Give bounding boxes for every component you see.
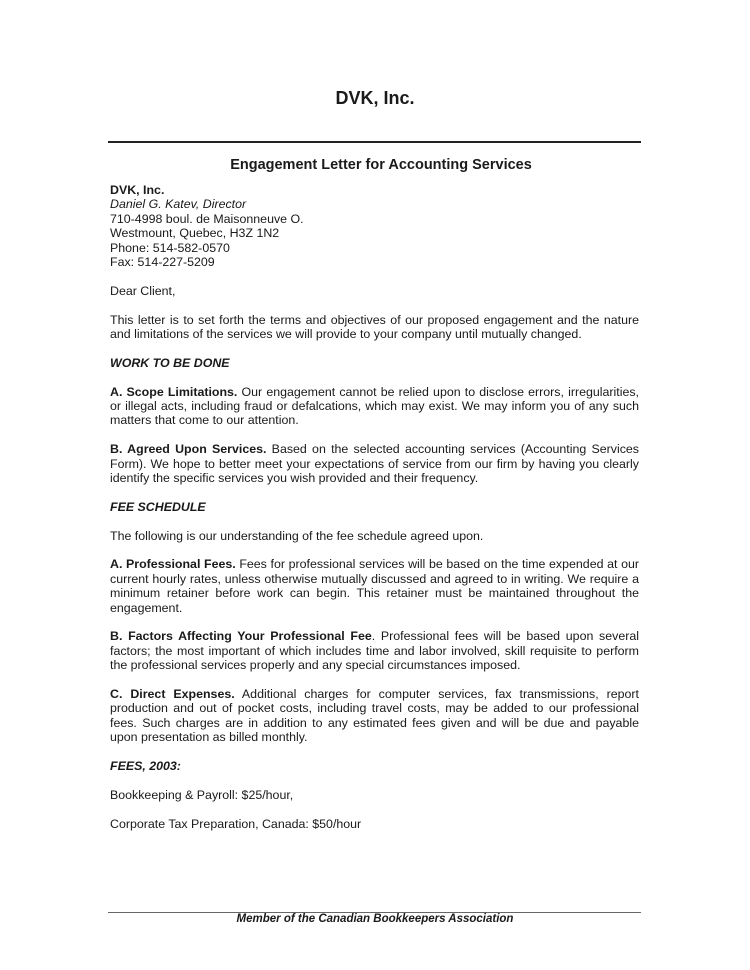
fee-intro: The following is our understanding of the fee schedule agreed upon. xyxy=(110,528,484,543)
sender-company: DVK, Inc. xyxy=(110,183,165,197)
paragraph-label: A. Scope Limitations. xyxy=(110,384,238,399)
paragraph-label: B. Agreed Upon Services. xyxy=(110,442,267,457)
sender-fax: Fax: 514-227-5209 xyxy=(110,255,215,270)
scope-limitations-paragraph: A. Scope Limitations. Our engagement cannot be relied upon to disclose errors, irregularities, or illegal acts, including fraud or defalcations, which may exist. We may inform you of any such matters that come to our attention. xyxy=(110,384,639,428)
rate-bookkeeping: Bookkeeping & Payroll: $25/hour, xyxy=(110,787,294,802)
salutation: Dear Client, xyxy=(110,283,176,298)
agreed-services-paragraph: B. Agreed Upon Services. Based on the selected accounting services (Accounting Services Form). We hope to better meet your expectations of service from our firm by having you clearly identify the specific services you wish provided and their frequency. xyxy=(110,442,639,486)
company-title: DVK, Inc. xyxy=(335,88,415,108)
direct-expenses-paragraph: C. Direct Expenses. Additional charges for computer services, fax transmissions, report production and out of pocket costs, including travel costs, may be added to our professional fees. Such charges are in addition to any estimated fees given and will be due and payable upon presentation as billed monthly. xyxy=(110,687,639,745)
paragraph-label: A. Professional Fees. xyxy=(110,557,236,572)
sender-person: Daniel G. Katev, Director xyxy=(110,197,247,212)
sender-phone: Phone: 514-582-0570 xyxy=(110,240,230,255)
sender-street: 710-4998 boul. de Maisonneuve O. xyxy=(110,211,304,226)
fees-2003-heading: FEES, 2003: xyxy=(110,759,181,774)
sender-city: Westmount, Quebec, H3Z 1N2 xyxy=(110,226,280,241)
footer-text: Member of the Canadian Bookkeepers Association xyxy=(236,913,514,925)
paragraph-label: C. Direct Expenses. xyxy=(110,687,235,702)
fee-schedule-heading: FEE SCHEDULE xyxy=(110,499,206,514)
header-divider xyxy=(108,141,641,143)
letter-title: Engagement Letter for Accounting Services xyxy=(230,157,532,173)
factors-paragraph: B. Factors Affecting Your Professional Fee. Professional fees will be based upon several factors; the most important of which includes time and labor involved, skill requisite to perform the professional services properly and any special circumstances imposed. xyxy=(110,629,640,673)
paragraph-label: B. Factors Affecting Your Professional Fee xyxy=(110,629,372,644)
letter-body xyxy=(110,183,639,831)
sender-address xyxy=(110,183,639,269)
intro-paragraph: This letter is to set forth the terms and objectives of our proposed engagement and the nature and limitations of the services we will provide to your company until mutually changed. xyxy=(110,312,639,342)
work-heading: WORK TO BE DONE xyxy=(110,355,230,370)
professional-fees-paragraph: A. Professional Fees. Fees for professional services will be based on the time expended at our current hourly rates, unless otherwise mutually discussed and agreed to in writing. We require a minimum retainer before work can begin. This retainer must be maintained throughout the engagement. xyxy=(110,557,639,615)
rate-corporate-tax: Corporate Tax Preparation, Canada: $50/hour xyxy=(110,816,362,831)
